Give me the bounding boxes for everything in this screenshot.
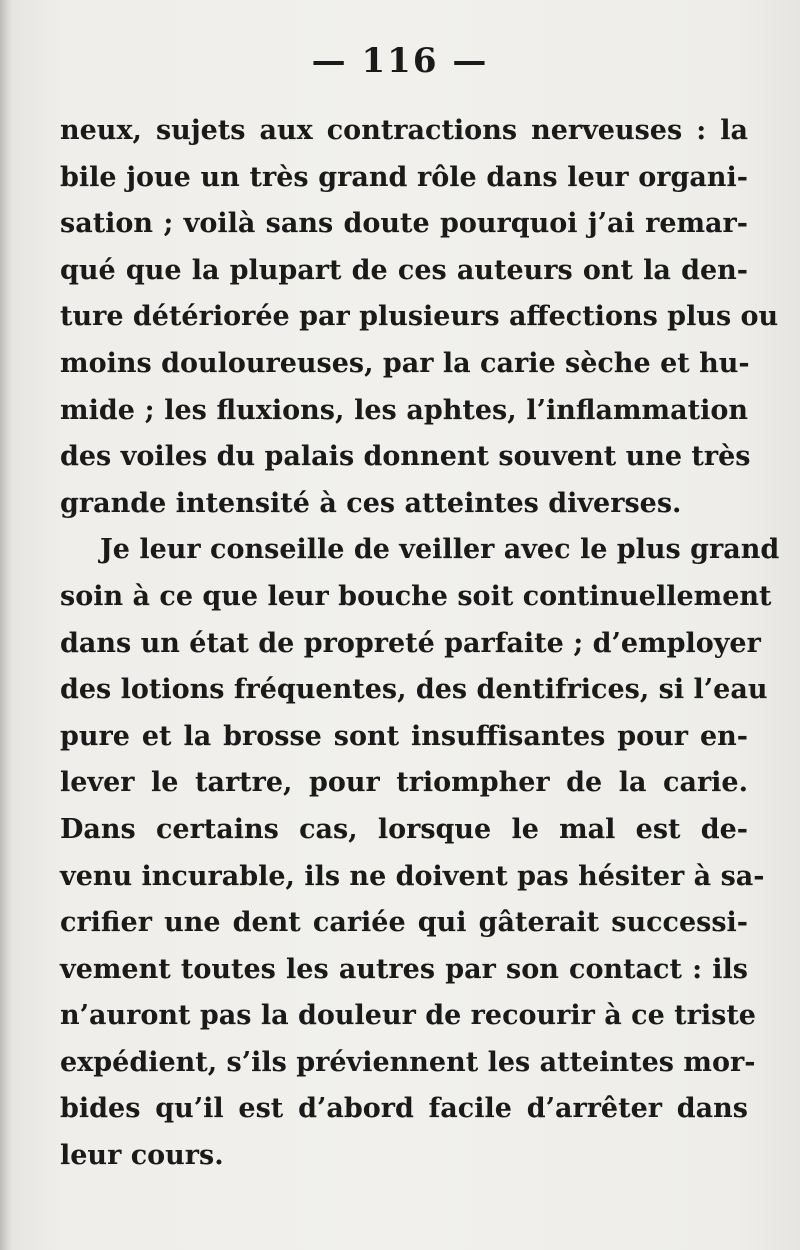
text-line: bile joue un très grand rôle dans leur organi- [60,161,748,193]
text-line: soin à ce que leur bouche soit continuellement [60,580,772,612]
text-line: venu incurable, ils ne doivent pas hésiter à sa- [60,860,765,892]
text-line: moins douloureuses, par la carie sèche et hu- [60,347,750,379]
text-line: dans un état de propreté parfaite ; d’employer [60,627,761,659]
text-line: bides qu’il est d’abord facile d’arrêter dans [60,1093,748,1125]
text-line: lever le tartre, pour triompher de la carie. [60,767,748,799]
page-binding-edge [0,0,12,1250]
text-line: grande intensité à ces atteintes diverses. [60,487,682,519]
text-line: crifier une dent cariée qui gâterait successi- [60,907,748,939]
text-line: sation ; voilà sans doute pourquoi j’ai remar- [60,208,748,240]
text-line: leur cours. [60,1140,224,1172]
text-line: n’auront pas la douleur de recourir à ce triste [60,1000,756,1032]
text-line: qué que la plupart de ces auteurs ont la den- [60,254,748,286]
text-line: des voiles du palais donnent souvent une très [60,441,751,473]
text-line: vement toutes les autres par son contact : ils [60,953,748,985]
text-line: expédient, s’ils préviennent les atteintes mor- [60,1046,756,1078]
page-number: — 116 — [311,41,489,81]
text-line: Dans certains cas, lorsque le mal est de- [60,813,748,845]
paragraph-first-line: Je leur conseille de veiller avec le plus grand [100,534,780,566]
text-line: ture détériorée par plusieurs affections plus ou [60,301,779,333]
body-text [60,108,780,1180]
text-line: pure et la brosse sont insuffisantes pour en- [60,720,748,752]
text-line: neux, sujets aux contractions nerveuses : la [60,115,748,146]
text-line: des lotions fréquentes, des dentifrices, si l’eau [60,674,768,706]
text-line: mide ; les fluxions, les aphtes, l’inflammation [60,394,748,426]
